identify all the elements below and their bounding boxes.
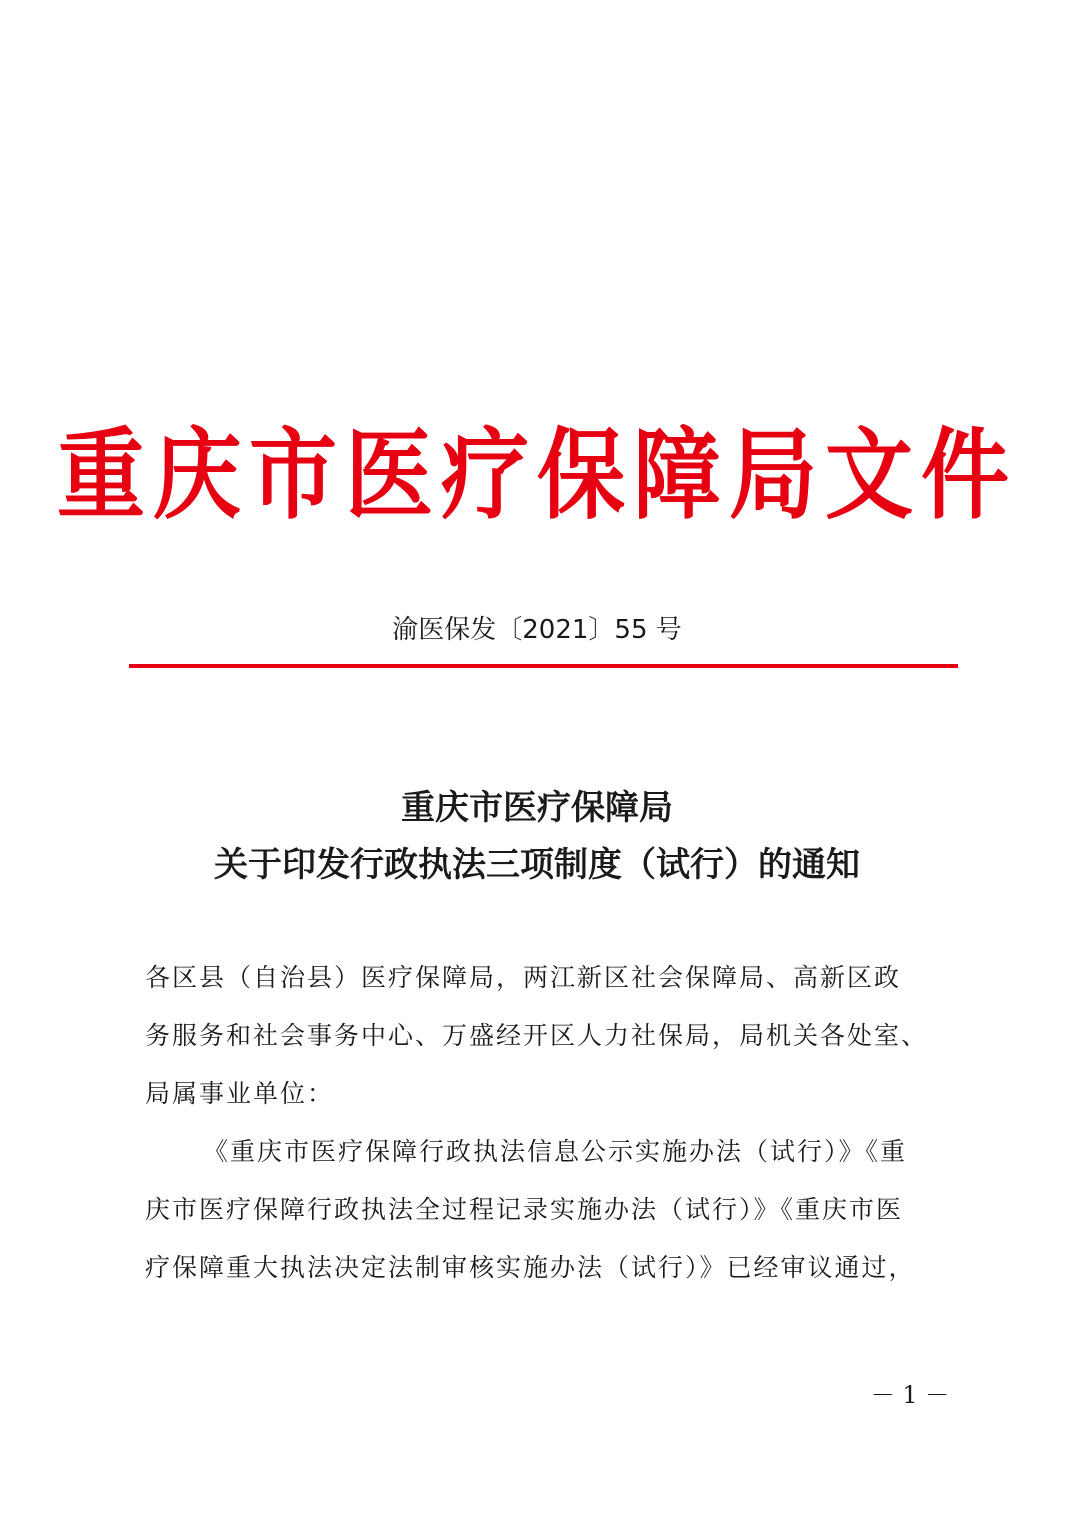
addressee-line: 局属事业单位： [145,1079,335,1108]
notice-title-line-1: 重庆市医疗保障局 [401,788,673,828]
page-number: － 1 － [870,1381,950,1409]
red-separator-line [129,664,958,668]
body-line: 疗保障重大执法决定法制审核实施办法（试行）》已经审议通过， [145,1253,916,1282]
notice-title-line-2: 关于印发行政执法三项制度（试行）的通知 [214,845,860,885]
body-line: 《重庆市医疗保障行政执法信息公示实施办法（试行）》《重 [203,1137,908,1166]
addressee-line: 务服务和社会事务中心、万盛经开区人力社保局，局机关各处室、 [145,1021,929,1050]
body-line: 庆市医疗保障行政执法全过程记录实施办法（试行）》《重庆市医 [145,1195,904,1224]
masthead-title: 重庆市医疗保障局文件 [56,416,1017,533]
document-number: 渝医保发〔2021〕55 号 [392,615,682,645]
addressee-line: 各区县（自治县）医疗保障局，两江新区社会保障局、高新区政 [145,963,902,992]
